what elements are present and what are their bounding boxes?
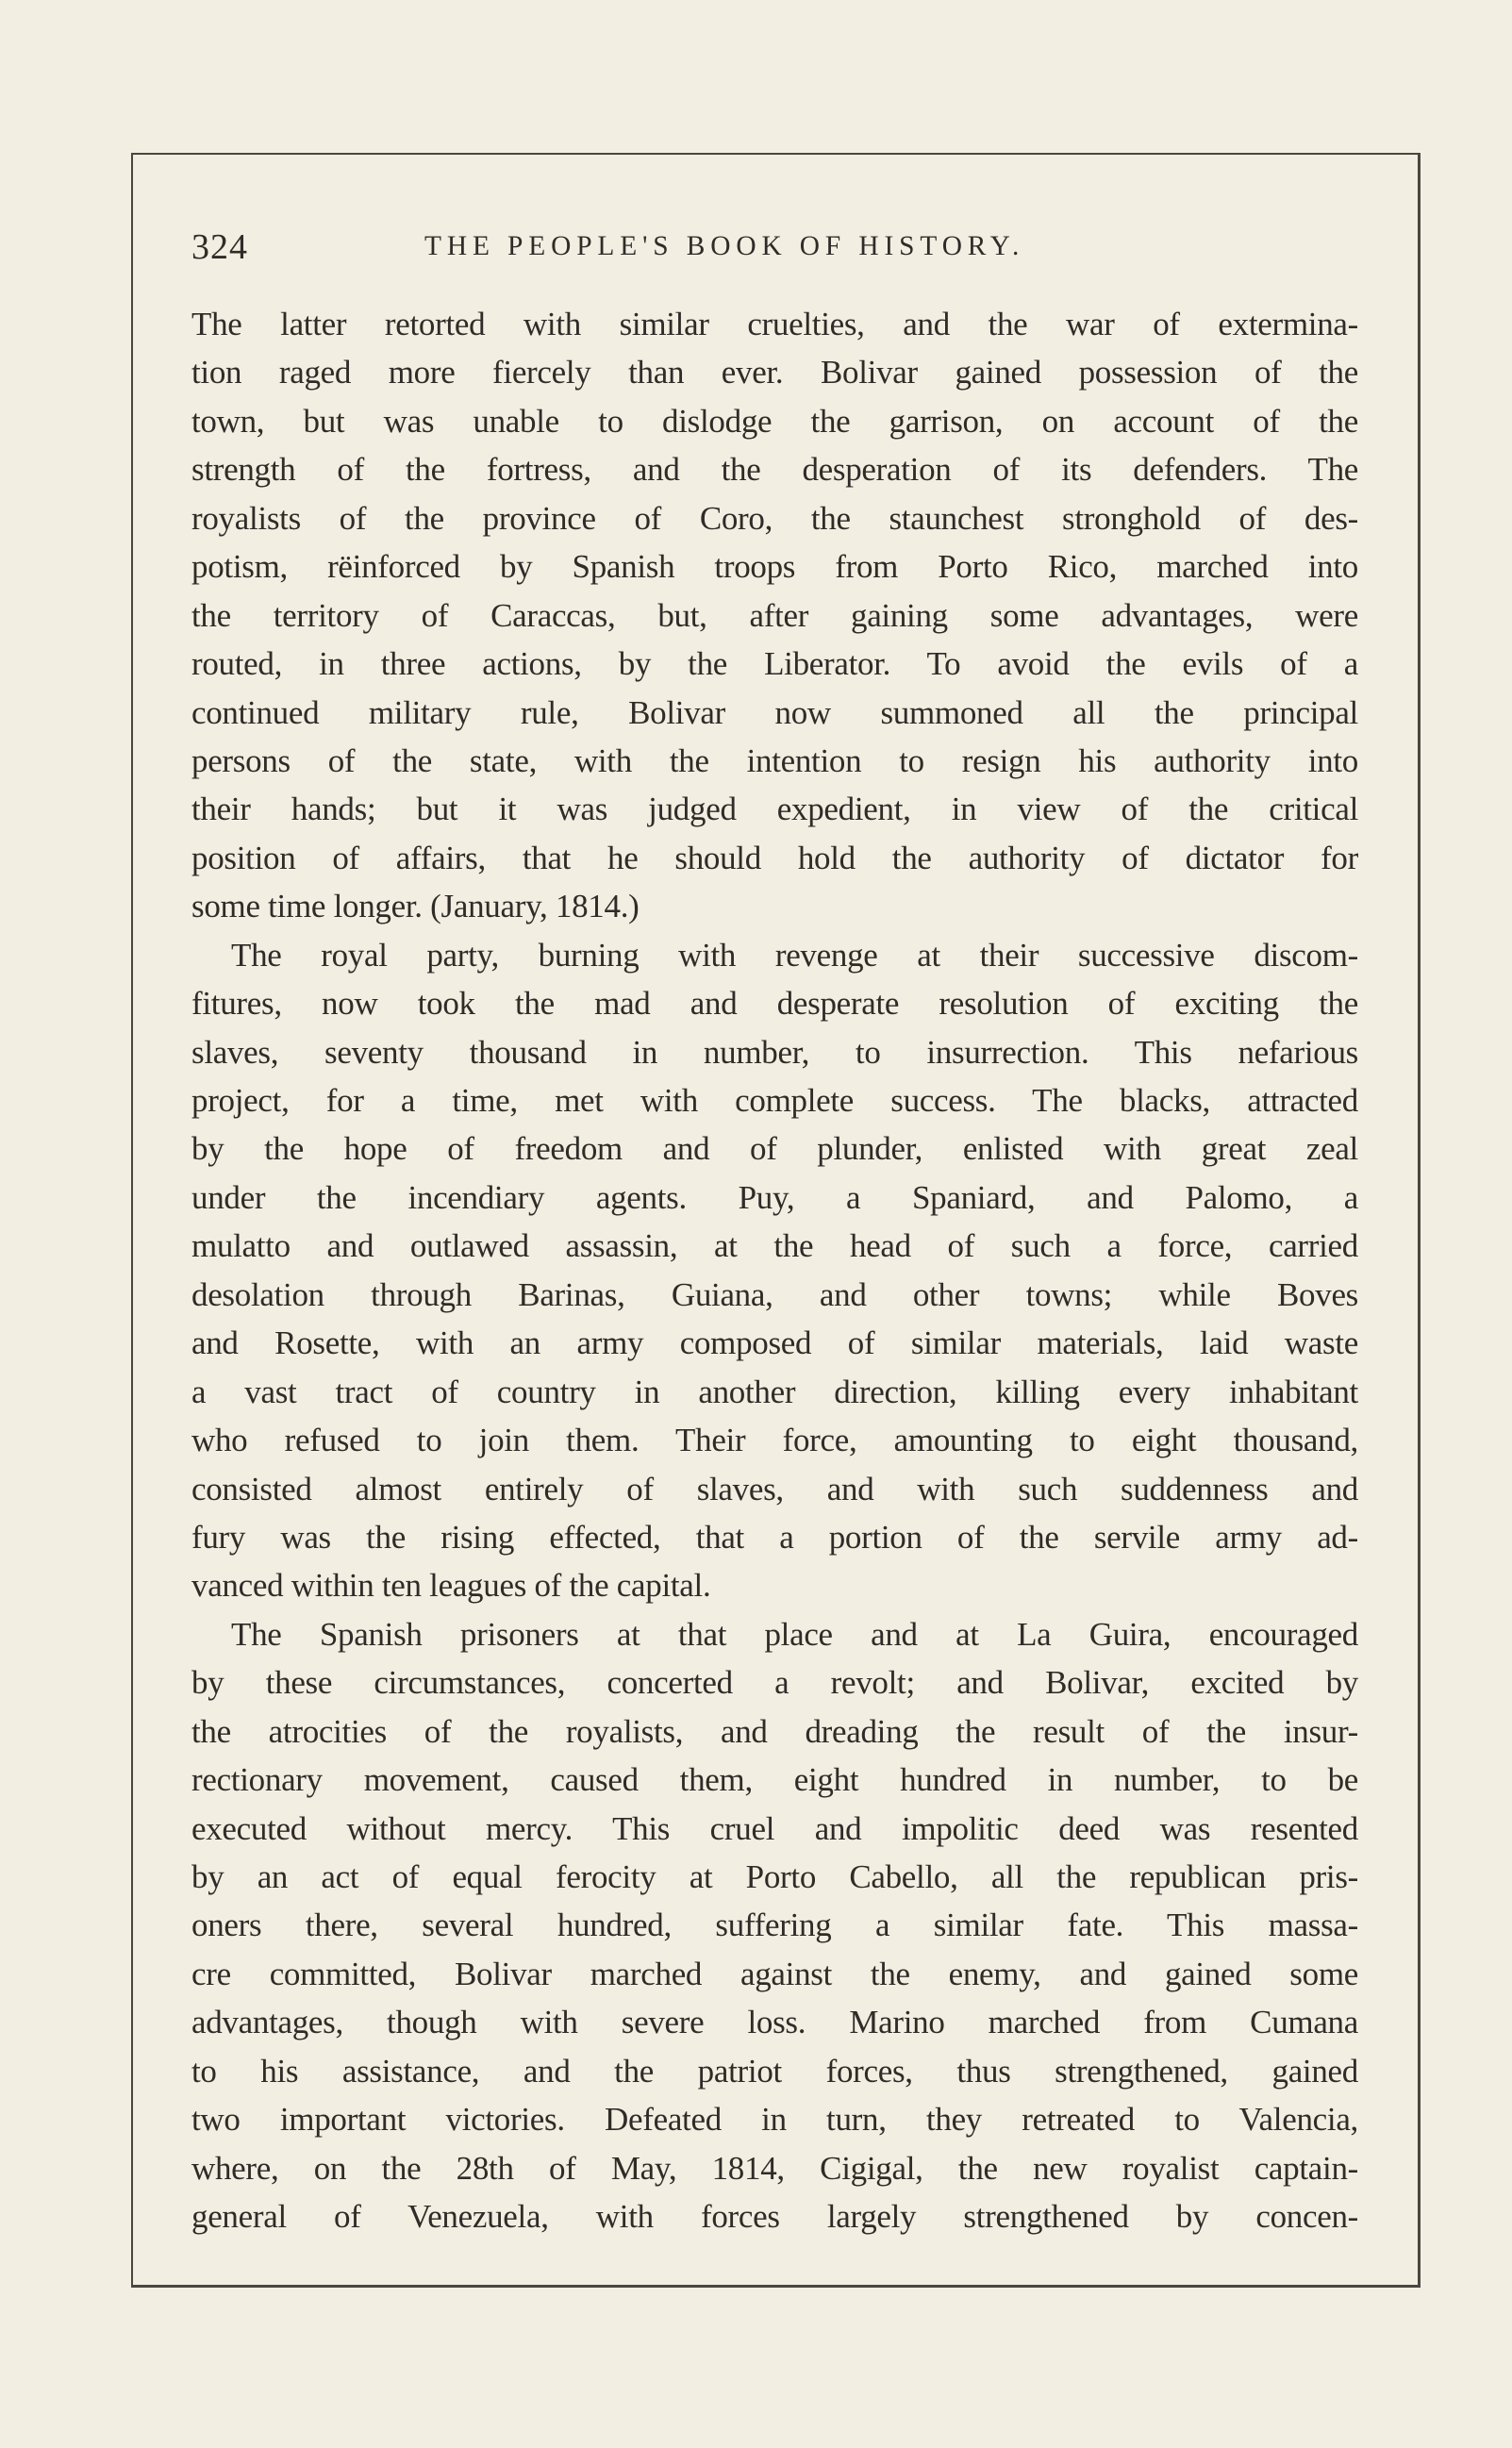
text-line: their hands; but it was judged expedient, in view of the critical [191,791,1358,828]
text-line: general of Venezuela, with forces largely strengthened by concen- [191,2198,1358,2236]
text-line: by these circumstances, concerted a revolt; and Bolivar, excited by [191,1664,1358,1702]
text-line: some time longer. (January, 1814.) [191,888,640,925]
text-line: fitures, now took the mad and desperate resolution of exciting the [191,985,1358,1023]
text-line: by the hope of freedom and of plunder, enlisted with great zeal [191,1130,1358,1168]
text-line: mulatto and outlawed assassin, at the head of such a force, carried [191,1227,1358,1265]
text-line: desolation through Barinas, Guiana, and other towns; while Boves [191,1275,1358,1313]
text-line: under the incendiary agents. Puy, a Spaniard, and Palomo, a [191,1178,1358,1216]
text-line: strength of the fortress, and the desperation of its defenders. The [191,451,1358,489]
text-line: fury was the rising effected, that a portion of the servile army ad- [191,1518,1358,1556]
text-line: consisted almost entirely of slaves, and with such suddenness and [191,1470,1358,1507]
text-line: executed without mercy. This cruel and impolitic deed was resented [191,1809,1358,1847]
text-line: the territory of Caraccas, but, after gaining some advantages, were [191,596,1358,634]
text-line: The latter retorted with similar cruelties, and the war of extermina- [191,306,1358,342]
text-line: potism, rëinforced by Spanish troops from Porto Rico, marched into [191,548,1358,586]
text-line: tion raged more fiercely than ever. Bolivar gained possession of the [191,354,1358,391]
text-line: project, for a time, met with complete success. The blacks, attracted [191,1082,1358,1119]
text-line: rectionary movement, caused them, eight hundred in number, to be [191,1761,1358,1799]
text-line: the atrocities of the royalists, and dreading the result of the insur- [191,1712,1358,1750]
text-line: advantages, though with severe loss. Marino marched from Cumana [191,2004,1358,2041]
text-line: vanced within ten leagues of the capital. [191,1567,711,1605]
text-line: position of affairs, that he should hold the authority of dictator for [191,839,1358,876]
text-line: royalists of the province of Coro, the staunchest stronghold of des- [191,499,1358,537]
text-line: where, on the 28th of May, 1814, Cigigal, the new royalist captain- [191,2149,1358,2187]
text-line: persons of the state, with the intention to resign his authority into [191,741,1358,779]
text-line: cre committed, Bolivar marched against the enemy, and gained some [191,1955,1358,1992]
text-line: and Rosette, with an army composed of similar materials, laid waste [191,1324,1358,1362]
text-line: continued military rule, Bolivar now summoned all the principal [191,693,1358,731]
text-line: who refused to join them. Their force, amounting to eight thousand, [191,1422,1358,1459]
text-line: two important victories. Defeated in turn, they retreated to Valencia, [191,2101,1358,2139]
text-line: The royal party, burning with revenge at their successive discom- [231,936,1358,974]
text-line: town, but was unable to dislodge the garrison, on account of the [191,402,1358,440]
text-line: a vast tract of country in another direction, killing every inhabitant [191,1373,1358,1410]
page-number: 324 [191,227,248,267]
text-line: by an act of equal ferocity at Porto Cabello, all the republican pris- [191,1858,1358,1895]
text-line: oners there, several hundred, suffering a similar fate. This massa- [191,1907,1358,1944]
running-title: THE PEOPLE'S BOOK OF HISTORY. [424,230,1025,261]
text-line: to his assistance, and the patriot forces, thus strengthened, gained [191,2052,1358,2090]
text-line: routed, in three actions, by the Liberator. To avoid the evils of a [191,645,1358,683]
text-line: slaves, seventy thousand in number, to insurrection. This nefarious [191,1033,1358,1071]
text-line: The Spanish prisoners at that place and at La Guira, encouraged [231,1615,1358,1653]
body-text [191,300,1358,2241]
